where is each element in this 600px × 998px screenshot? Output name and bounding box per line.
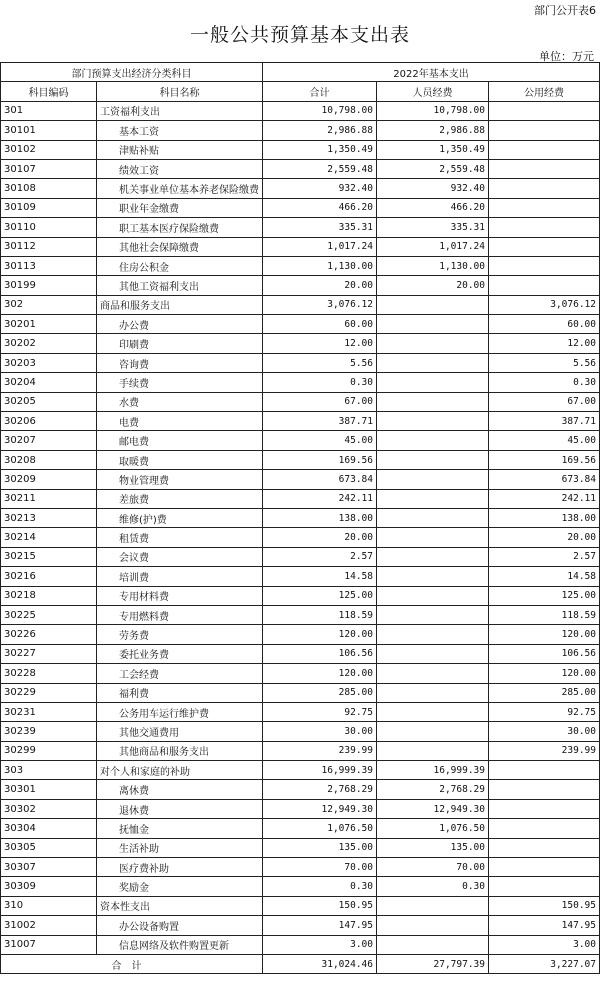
row-code: 30302 <box>1 799 97 818</box>
row-name: 电费 <box>97 412 263 431</box>
table-row <box>1 431 600 450</box>
total-public: 3,227.07 <box>489 954 600 973</box>
row-name: 取暖费 <box>97 450 263 469</box>
row-personnel <box>377 896 489 915</box>
row-total: 16,999.39 <box>263 761 377 780</box>
row-public <box>489 159 600 178</box>
row-personnel <box>377 528 489 547</box>
row-code: 30208 <box>1 450 97 469</box>
row-name: 奖励金 <box>97 877 263 896</box>
table-row <box>1 644 600 663</box>
row-public <box>489 237 600 256</box>
row-public <box>489 121 600 140</box>
row-public <box>489 276 600 295</box>
row-total: 125.00 <box>263 586 377 605</box>
row-total: 285.00 <box>263 683 377 702</box>
table-row <box>1 586 600 605</box>
row-name: 医疗费补助 <box>97 858 263 877</box>
row-code: 30227 <box>1 644 97 663</box>
table-row <box>1 935 600 954</box>
table-row <box>1 101 600 120</box>
row-public <box>489 761 600 780</box>
table-row <box>1 334 600 353</box>
row-total: 30.00 <box>263 722 377 741</box>
row-personnel <box>377 605 489 624</box>
row-code: 30299 <box>1 741 97 760</box>
row-personnel: 1,076.50 <box>377 819 489 838</box>
row-total: 673.84 <box>263 470 377 489</box>
table-row <box>1 605 600 624</box>
row-total: 12.00 <box>263 334 377 353</box>
table-row <box>1 877 600 896</box>
row-personnel: 70.00 <box>377 858 489 877</box>
row-name: 培训费 <box>97 567 263 586</box>
row-public <box>489 858 600 877</box>
row-code: 30301 <box>1 780 97 799</box>
row-code: 30211 <box>1 489 97 508</box>
row-public: 2.57 <box>489 547 600 566</box>
row-public <box>489 256 600 275</box>
row-code: 30207 <box>1 431 97 450</box>
total-row <box>1 954 600 973</box>
row-name: 印刷费 <box>97 334 263 353</box>
row-code: 301 <box>1 101 97 120</box>
row-total: 20.00 <box>263 276 377 295</box>
row-code: 30110 <box>1 218 97 237</box>
row-public: 45.00 <box>489 431 600 450</box>
row-code: 30102 <box>1 140 97 159</box>
row-personnel: 10,798.00 <box>377 101 489 120</box>
row-personnel <box>377 392 489 411</box>
row-personnel <box>377 489 489 508</box>
table-row <box>1 664 600 683</box>
row-code: 30109 <box>1 198 97 217</box>
row-code: 30216 <box>1 567 97 586</box>
row-name: 水费 <box>97 392 263 411</box>
row-public: 125.00 <box>489 586 600 605</box>
row-public: 20.00 <box>489 528 600 547</box>
row-total: 2,559.48 <box>263 159 377 178</box>
row-name: 商品和服务支出 <box>97 295 263 314</box>
row-name: 职工基本医疗保险缴费 <box>97 218 263 237</box>
row-personnel: 1,130.00 <box>377 256 489 275</box>
row-public: 169.56 <box>489 450 600 469</box>
table-row <box>1 373 600 392</box>
row-name: 抚恤金 <box>97 819 263 838</box>
row-total: 120.00 <box>263 664 377 683</box>
row-public <box>489 218 600 237</box>
row-total: 0.30 <box>263 373 377 392</box>
row-public: 673.84 <box>489 470 600 489</box>
row-personnel <box>377 450 489 469</box>
row-personnel: 16,999.39 <box>377 761 489 780</box>
row-total: 10,798.00 <box>263 101 377 120</box>
row-public <box>489 198 600 217</box>
row-total: 335.31 <box>263 218 377 237</box>
row-personnel <box>377 373 489 392</box>
row-personnel <box>377 295 489 314</box>
row-personnel <box>377 683 489 702</box>
table-row <box>1 547 600 566</box>
row-total: 1,130.00 <box>263 256 377 275</box>
table-row <box>1 392 600 411</box>
row-total: 92.75 <box>263 702 377 721</box>
row-name: 津贴补贴 <box>97 140 263 159</box>
row-code: 30206 <box>1 412 97 431</box>
total-label: 合计 <box>1 954 263 973</box>
row-public <box>489 799 600 818</box>
row-public: 118.59 <box>489 605 600 624</box>
row-code: 30214 <box>1 528 97 547</box>
row-total: 60.00 <box>263 315 377 334</box>
row-code: 30112 <box>1 237 97 256</box>
row-public: 14.58 <box>489 567 600 586</box>
group-header-basic-expenditure: 2022年基本支出 <box>263 63 600 82</box>
row-name: 其他商品和服务支出 <box>97 741 263 760</box>
row-code: 302 <box>1 295 97 314</box>
table-row <box>1 159 600 178</box>
table-row <box>1 218 600 237</box>
row-public: 120.00 <box>489 664 600 683</box>
row-code: 30231 <box>1 702 97 721</box>
row-public <box>489 838 600 857</box>
row-public: 242.11 <box>489 489 600 508</box>
row-personnel: 2,559.48 <box>377 159 489 178</box>
row-personnel <box>377 567 489 586</box>
row-name: 咨询费 <box>97 353 263 372</box>
table-header <box>1 63 600 102</box>
table-row <box>1 838 600 857</box>
row-name: 手续费 <box>97 373 263 392</box>
column-header-total: 合计 <box>263 82 377 101</box>
table-row <box>1 256 600 275</box>
row-name: 住房公积金 <box>97 256 263 275</box>
row-name: 租赁费 <box>97 528 263 547</box>
row-total: 135.00 <box>263 838 377 857</box>
group-header-row <box>1 63 600 82</box>
row-code: 30203 <box>1 353 97 372</box>
row-total: 239.99 <box>263 741 377 760</box>
row-name: 退休费 <box>97 799 263 818</box>
row-code: 310 <box>1 896 97 915</box>
row-total: 3,076.12 <box>263 295 377 314</box>
row-personnel <box>377 334 489 353</box>
column-header-row <box>1 82 600 101</box>
row-personnel: 12,949.30 <box>377 799 489 818</box>
table-row <box>1 916 600 935</box>
row-name: 劳务费 <box>97 625 263 644</box>
table-row <box>1 198 600 217</box>
row-code: 30209 <box>1 470 97 489</box>
row-code: 30305 <box>1 838 97 857</box>
table-row <box>1 121 600 140</box>
row-personnel: 0.30 <box>377 877 489 896</box>
row-name: 邮电费 <box>97 431 263 450</box>
row-personnel <box>377 916 489 935</box>
row-code: 30202 <box>1 334 97 353</box>
row-total: 120.00 <box>263 625 377 644</box>
row-personnel: 466.20 <box>377 198 489 217</box>
row-personnel: 1,017.24 <box>377 237 489 256</box>
row-name: 办公费 <box>97 315 263 334</box>
row-personnel: 932.40 <box>377 179 489 198</box>
row-public: 92.75 <box>489 702 600 721</box>
row-public: 30.00 <box>489 722 600 741</box>
row-name: 会议费 <box>97 547 263 566</box>
row-personnel <box>377 664 489 683</box>
table-row <box>1 140 600 159</box>
row-name: 生活补助 <box>97 838 263 857</box>
row-name: 资本性支出 <box>97 896 263 915</box>
table-row <box>1 470 600 489</box>
row-code: 30199 <box>1 276 97 295</box>
row-name: 工会经费 <box>97 664 263 683</box>
table-row <box>1 315 600 334</box>
row-personnel <box>377 625 489 644</box>
row-total: 3.00 <box>263 935 377 954</box>
table-row <box>1 179 600 198</box>
row-total: 70.00 <box>263 858 377 877</box>
row-code: 30239 <box>1 722 97 741</box>
row-total: 169.56 <box>263 450 377 469</box>
row-code: 30204 <box>1 373 97 392</box>
row-code: 30229 <box>1 683 97 702</box>
row-personnel <box>377 702 489 721</box>
row-public: 5.56 <box>489 353 600 372</box>
row-total: 67.00 <box>263 392 377 411</box>
table-row <box>1 722 600 741</box>
page-title: 一般公共预算基本支出表 <box>189 24 410 46</box>
row-public: 3,076.12 <box>489 295 600 314</box>
table-row <box>1 237 600 256</box>
row-personnel: 335.31 <box>377 218 489 237</box>
row-public: 60.00 <box>489 315 600 334</box>
row-total: 106.56 <box>263 644 377 663</box>
table-row <box>1 450 600 469</box>
row-code: 30307 <box>1 858 97 877</box>
row-total: 0.30 <box>263 877 377 896</box>
row-code: 30101 <box>1 121 97 140</box>
row-code: 30201 <box>1 315 97 334</box>
row-name: 信息网络及软件购置更新 <box>97 935 263 954</box>
row-total: 466.20 <box>263 198 377 217</box>
unit-label: 单位：万元 <box>539 50 594 63</box>
row-name: 福利费 <box>97 683 263 702</box>
table-row <box>1 819 600 838</box>
row-total: 242.11 <box>263 489 377 508</box>
row-total: 1,017.24 <box>263 237 377 256</box>
row-total: 932.40 <box>263 179 377 198</box>
row-total: 1,076.50 <box>263 819 377 838</box>
row-personnel <box>377 315 489 334</box>
table-row <box>1 528 600 547</box>
table-row <box>1 683 600 702</box>
table-number-label: 部门公开表6 <box>534 4 596 17</box>
row-code: 31007 <box>1 935 97 954</box>
column-header-personnel: 人员经费 <box>377 82 489 101</box>
row-personnel <box>377 508 489 527</box>
row-public: 147.95 <box>489 916 600 935</box>
row-total: 20.00 <box>263 528 377 547</box>
row-public: 239.99 <box>489 741 600 760</box>
table-row <box>1 896 600 915</box>
row-personnel <box>377 412 489 431</box>
table-row <box>1 295 600 314</box>
row-name: 工资福利支出 <box>97 101 263 120</box>
row-total: 118.59 <box>263 605 377 624</box>
row-name: 公务用车运行维护费 <box>97 702 263 721</box>
row-name: 机关事业单位基本养老保险缴费 <box>97 179 263 198</box>
row-personnel <box>377 935 489 954</box>
budget-table <box>0 62 600 974</box>
row-code: 30215 <box>1 547 97 566</box>
row-name: 其他社会保障缴费 <box>97 237 263 256</box>
table-body <box>1 101 600 954</box>
row-name: 绩效工资 <box>97 159 263 178</box>
row-personnel <box>377 353 489 372</box>
row-name: 维修(护)费 <box>97 508 263 527</box>
row-total: 12,949.30 <box>263 799 377 818</box>
row-name: 其他工资福利支出 <box>97 276 263 295</box>
row-public: 3.00 <box>489 935 600 954</box>
row-code: 30205 <box>1 392 97 411</box>
row-code: 303 <box>1 761 97 780</box>
table-row <box>1 508 600 527</box>
row-total: 2,768.29 <box>263 780 377 799</box>
table-row <box>1 567 600 586</box>
row-code: 30309 <box>1 877 97 896</box>
total-sum: 31,024.46 <box>263 954 377 973</box>
row-personnel: 2,768.29 <box>377 780 489 799</box>
row-total: 147.95 <box>263 916 377 935</box>
table-row <box>1 858 600 877</box>
row-public: 150.95 <box>489 896 600 915</box>
table-row <box>1 780 600 799</box>
row-public <box>489 819 600 838</box>
row-public: 138.00 <box>489 508 600 527</box>
row-code: 30225 <box>1 605 97 624</box>
row-code: 30108 <box>1 179 97 198</box>
row-personnel: 20.00 <box>377 276 489 295</box>
row-code: 30304 <box>1 819 97 838</box>
row-name: 差旅费 <box>97 489 263 508</box>
column-header-code: 科目编码 <box>1 82 97 101</box>
row-public <box>489 179 600 198</box>
row-public <box>489 101 600 120</box>
row-public: 12.00 <box>489 334 600 353</box>
row-name: 专用燃料费 <box>97 605 263 624</box>
row-total: 387.71 <box>263 412 377 431</box>
row-public <box>489 140 600 159</box>
table-row <box>1 276 600 295</box>
row-name: 物业管理费 <box>97 470 263 489</box>
column-header-public: 公用经费 <box>489 82 600 101</box>
row-code: 30228 <box>1 664 97 683</box>
row-code: 30213 <box>1 508 97 527</box>
row-personnel <box>377 586 489 605</box>
row-name: 办公设备购置 <box>97 916 263 935</box>
row-code: 30113 <box>1 256 97 275</box>
total-personnel: 27,797.39 <box>377 954 489 973</box>
table-row <box>1 799 600 818</box>
row-total: 45.00 <box>263 431 377 450</box>
row-public: 120.00 <box>489 625 600 644</box>
row-name: 委托业务费 <box>97 644 263 663</box>
row-code: 30226 <box>1 625 97 644</box>
row-public <box>489 780 600 799</box>
row-code: 31002 <box>1 916 97 935</box>
row-public <box>489 877 600 896</box>
row-personnel: 1,350.49 <box>377 140 489 159</box>
row-public: 285.00 <box>489 683 600 702</box>
row-name: 专用材料费 <box>97 586 263 605</box>
row-total: 14.58 <box>263 567 377 586</box>
row-total: 138.00 <box>263 508 377 527</box>
table-row <box>1 741 600 760</box>
table-row <box>1 489 600 508</box>
row-public: 0.30 <box>489 373 600 392</box>
table-row <box>1 702 600 721</box>
row-name: 基本工资 <box>97 121 263 140</box>
table-row <box>1 412 600 431</box>
row-public: 67.00 <box>489 392 600 411</box>
row-code: 30218 <box>1 586 97 605</box>
table-row <box>1 761 600 780</box>
row-code: 30107 <box>1 159 97 178</box>
row-total: 2,986.88 <box>263 121 377 140</box>
row-total: 2.57 <box>263 547 377 566</box>
row-name: 其他交通费用 <box>97 722 263 741</box>
row-personnel: 135.00 <box>377 838 489 857</box>
row-public: 106.56 <box>489 644 600 663</box>
table-row <box>1 353 600 372</box>
row-name: 职业年金缴费 <box>97 198 263 217</box>
row-personnel <box>377 470 489 489</box>
row-public: 387.71 <box>489 412 600 431</box>
column-header-name: 科目名称 <box>97 82 263 101</box>
row-personnel <box>377 722 489 741</box>
row-personnel <box>377 431 489 450</box>
row-total: 5.56 <box>263 353 377 372</box>
row-name: 对个人和家庭的补助 <box>97 761 263 780</box>
row-total: 150.95 <box>263 896 377 915</box>
table-row <box>1 625 600 644</box>
row-total: 1,350.49 <box>263 140 377 159</box>
row-personnel: 2,986.88 <box>377 121 489 140</box>
row-personnel <box>377 741 489 760</box>
row-name: 离休费 <box>97 780 263 799</box>
row-personnel <box>377 644 489 663</box>
row-personnel <box>377 547 489 566</box>
group-header-classification: 部门预算支出经济分类科目 <box>1 63 263 82</box>
